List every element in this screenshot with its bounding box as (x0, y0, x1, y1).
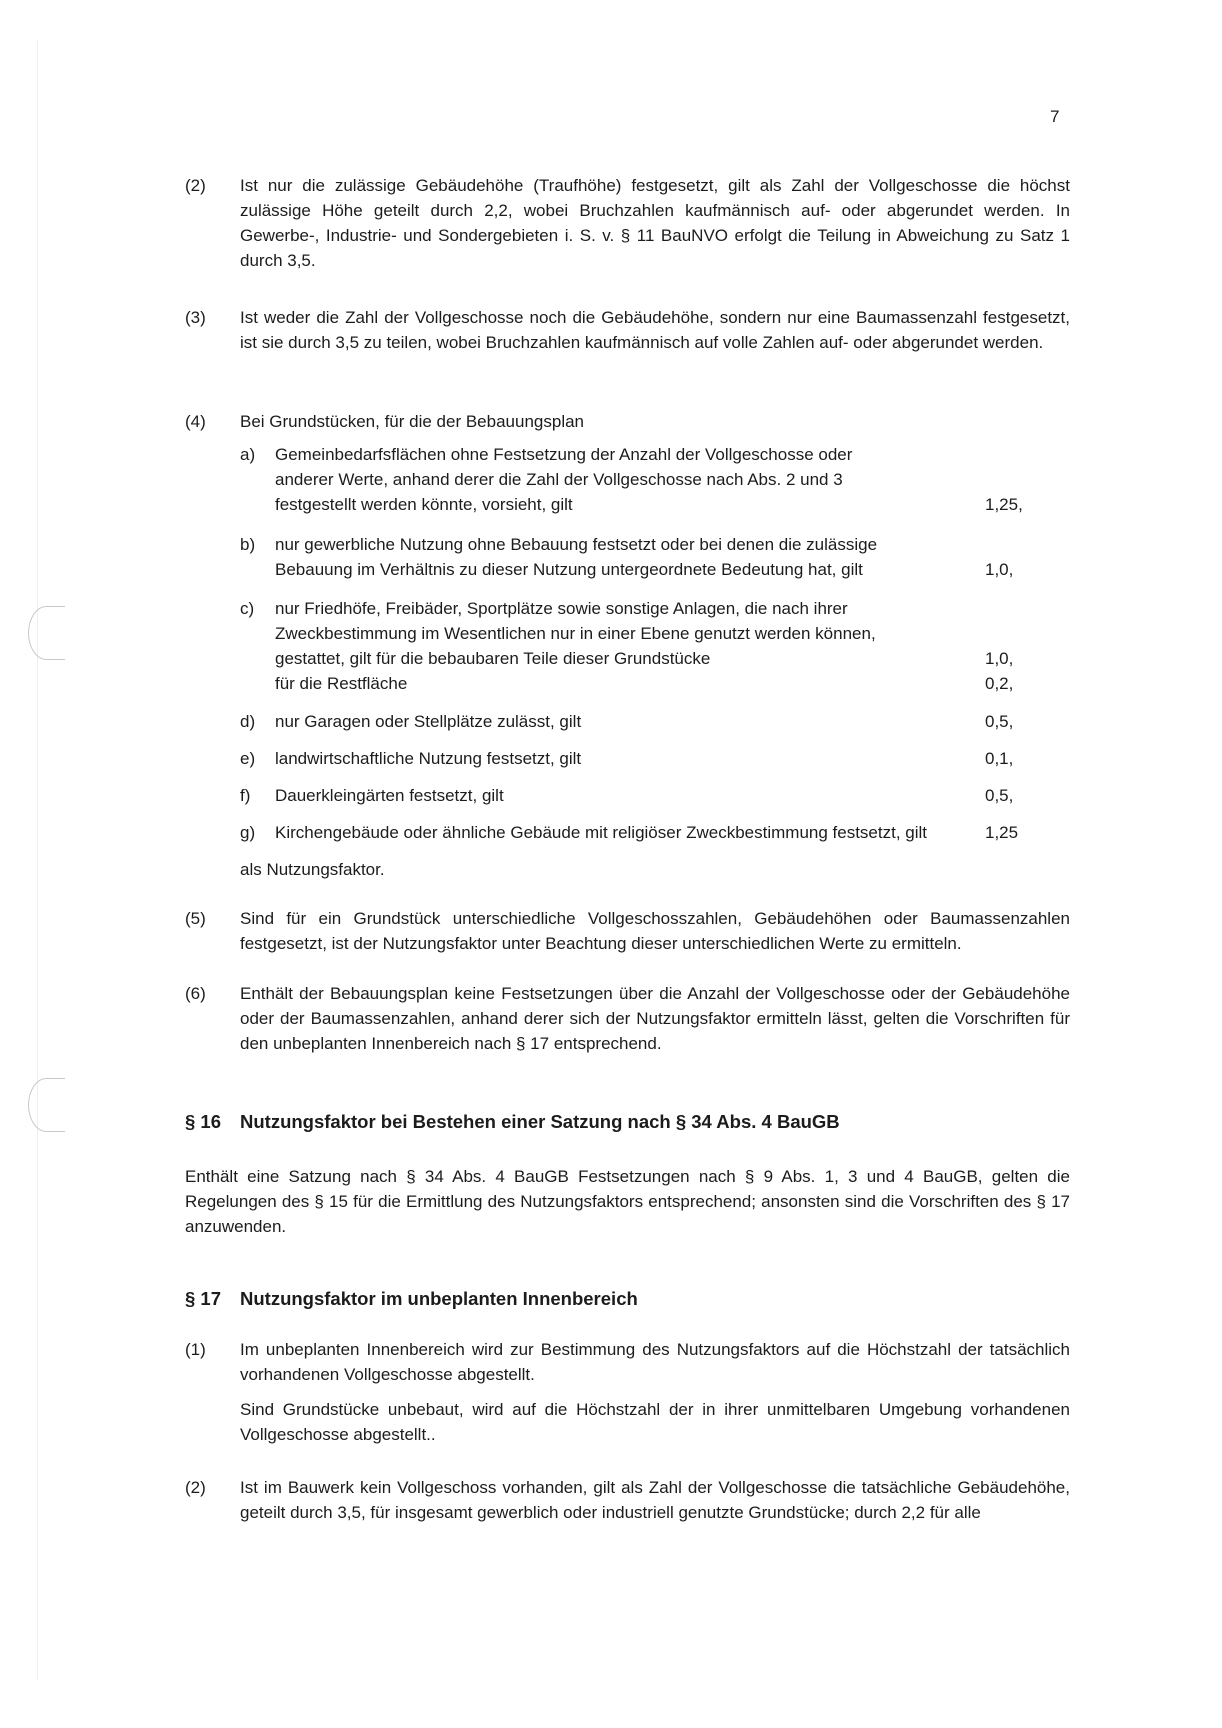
section-number: § 16 (185, 1111, 222, 1132)
paragraph-text: Ist im Bauwerk kein Vollgeschoss vorhanden, gilt als Zahl der Vollgeschosse die tatsächliche Gebäudehöhe, geteilt durch 3,5, für insgesamt gewerblich oder industriell genutzte Grundstücke; durch 2,2 für alle (240, 1478, 1070, 1522)
section-heading-16 (185, 1109, 840, 1134)
factor-value: 1,25 (985, 823, 1019, 842)
item-line: Kirchengebäude oder ähnliche Gebäude mit religiöser Zweckbestimmung festsetzt, gilt (275, 823, 928, 842)
list-item-g (240, 820, 1045, 845)
factor-value: 1,0, (985, 649, 1014, 668)
list-item-e (240, 746, 1045, 771)
item-line: nur Friedhöfe, Freibäder, Sportplätze sowie sonstige Anlagen, die nach ihrer (275, 599, 848, 618)
scan-edge (37, 40, 38, 1680)
closing-text: als Nutzungsfaktor. (240, 860, 385, 879)
paragraph-number: (2) (185, 176, 206, 195)
item-line: nur Garagen oder Stellplätze zulässt, gilt (275, 712, 582, 731)
page-number: 7 (1050, 107, 1060, 126)
punch-hole-mark (28, 1078, 65, 1132)
item-line: Zweckbestimmung im Wesentlichen nur in einer Ebene genutzt werden können, (275, 624, 876, 643)
section-title: Nutzungsfaktor bei Bestehen einer Satzung nach § 34 Abs. 4 BauGB (240, 1111, 840, 1132)
list-item-b (240, 532, 1045, 582)
paragraph-text: Enthält der Bebauungsplan keine Festsetzungen über die Anzahl der Vollgeschosse oder der Gebäudehöhe oder der Baumassenzahlen, anhand derer sich der Nutzungsfaktor ermitteln lässt, gelten die Vorschriften für den unbeplanten Innenbereich nach § 17 entsprechend. (240, 984, 1070, 1053)
paragraph-number: (3) (185, 308, 206, 327)
paragraph-text: Im unbeplanten Innenbereich wird zur Bestimmung des Nutzungsfaktors auf die Höchstzahl der tatsächlich vorhandenen Vollgeschosse abgestellt. (240, 1340, 1070, 1384)
list-item-d (240, 709, 1045, 734)
item-letter: g) (240, 823, 256, 842)
section-title: Nutzungsfaktor im unbeplanten Innenbereich (240, 1288, 638, 1309)
item-line: Dauerkleingärten festsetzt, gilt (275, 786, 504, 805)
paragraph-4 (185, 409, 1070, 434)
factor-value: 0,5, (985, 786, 1014, 805)
paragraph-number: (2) (185, 1478, 206, 1497)
paragraph-5 (185, 906, 1070, 956)
paragraph-number: (6) (185, 984, 206, 1003)
paragraph-17-1 (185, 1337, 1070, 1457)
paragraph-text: Sind Grundstücke unbebaut, wird auf die Höchstzahl der in ihrer unmittelbaren Umgebung vorhandenen Vollgeschosse abgestellt.. (240, 1400, 1070, 1444)
item-letter: a) (240, 445, 256, 464)
item-letter: c) (240, 599, 255, 618)
list-item-c (240, 596, 1045, 696)
paragraph-17-2 (185, 1475, 1070, 1525)
paragraph-6 (185, 981, 1070, 1056)
paragraph-text: Sind für ein Grundstück unterschiedliche Vollgeschosszahlen, Gebäudehöhen oder Baumassenzahlen festgesetzt, ist der Nutzungsfaktor unter Beachtung dieser unterschiedlichen Werte zu ermitteln. (240, 909, 1070, 953)
paragraph-text: Bei Grundstücken, für die der Bebauungsplan (240, 412, 585, 431)
item-letter: f) (240, 786, 251, 805)
factor-value: 0,2, (985, 674, 1014, 693)
factor-value: 1,0, (985, 560, 1014, 579)
factor-value: 0,5, (985, 712, 1014, 731)
item-line: festgestellt werden könnte, vorsieht, gilt (275, 495, 573, 514)
list-item-f (240, 783, 1045, 808)
section-16-text: Enthält eine Satzung nach § 34 Abs. 4 BauGB Festsetzungen nach § 9 Abs. 1, 3 und 4 BauGB, gelten die Regelungen des § 15 für die Ermittlung des Nutzungsfaktors entsprechend; ansonsten sind die Vorschriften des § 17 anzuwenden. (185, 1167, 1070, 1236)
section-number: § 17 (185, 1288, 222, 1309)
item-line: anderer Werte, anhand derer die Zahl der Vollgeschosse nach Abs. 2 und 3 (275, 470, 843, 489)
item-line: Bebauung im Verhältnis zu dieser Nutzung untergeordnete Bedeutung hat, gilt (275, 560, 863, 579)
item-letter: b) (240, 535, 256, 554)
factor-value: 1,25, (985, 495, 1023, 514)
section-heading-17 (185, 1286, 638, 1311)
paragraph-3 (185, 305, 1070, 355)
item-line: landwirtschaftliche Nutzung festsetzt, gilt (275, 749, 582, 768)
item-line: nur gewerbliche Nutzung ohne Bebauung festsetzt oder bei denen die zulässige (275, 535, 878, 554)
paragraph-text: Ist weder die Zahl der Vollgeschosse noch die Gebäudehöhe, sondern nur eine Baumassenzahl festgesetzt, ist sie durch 3,5 zu teilen, wobei Bruchzahlen kaufmännisch auf volle Zahlen auf- oder abgerundet werden. (240, 308, 1070, 352)
list-item-a (240, 442, 1045, 517)
paragraph-number: (1) (185, 1340, 206, 1359)
paragraph-2 (185, 173, 1070, 273)
item-letter: e) (240, 749, 256, 768)
paragraph-number: (5) (185, 909, 206, 928)
paragraph-text: Ist nur die zulässige Gebäudehöhe (Traufhöhe) festgesetzt, gilt als Zahl der Vollgeschosse die höchst zulässige Höhe geteilt durch 2,2, wobei Bruchzahlen kaufmännisch auf- oder abgerundet werden. In Gewerbe-, Industrie- und Sondergebieten i. S. v. § 11 BauNVO erfolgt die Teilung in Abweichung zu Satz 1 durch 3,5. (240, 176, 1070, 270)
paragraph-number: (4) (185, 412, 206, 431)
punch-hole-mark (28, 606, 65, 660)
item-line: gestattet, gilt für die bebaubaren Teile dieser Grundstücke (275, 649, 711, 668)
item-letter: d) (240, 712, 256, 731)
factor-value: 0,1, (985, 749, 1014, 768)
item-line: für die Restfläche (275, 674, 408, 693)
item-line: Gemeinbedarfsflächen ohne Festsetzung der Anzahl der Vollgeschosse oder (275, 445, 853, 464)
